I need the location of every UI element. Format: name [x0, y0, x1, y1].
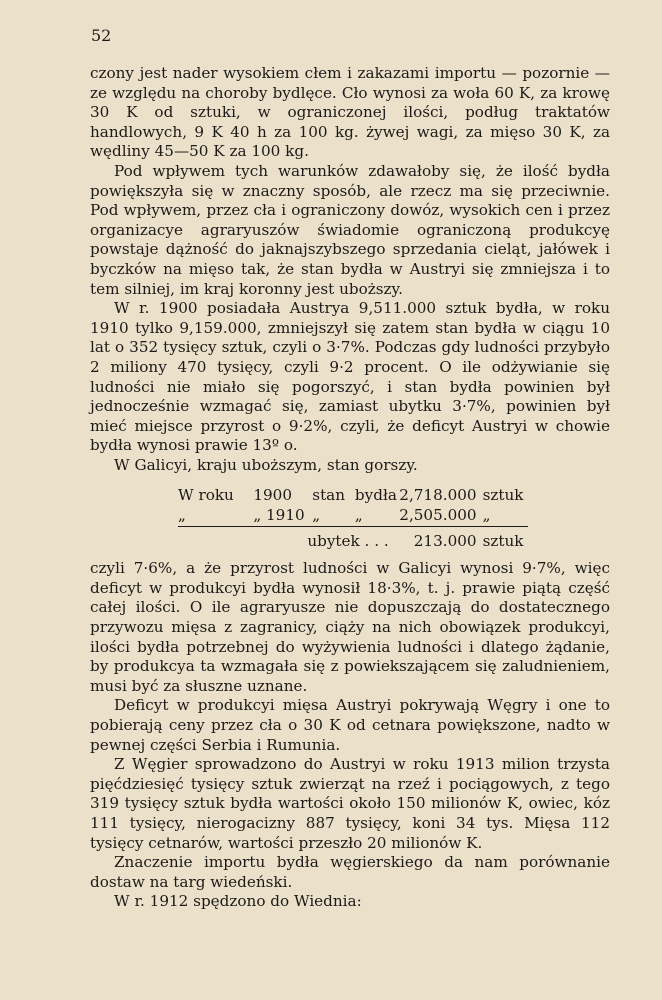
page-number: 52 — [91, 26, 112, 45]
table-cell: 2,718.000 — [399, 486, 477, 505]
total-unit: sztuk — [482, 531, 524, 550]
body-text — [90, 64, 610, 912]
paragraph-2: Pod wpływem tych warunków zdawałoby się, że ilość bydła powiększyła się w znaczny sposób, ale rzecz ma się przeciwnie. Pod wpływem, przez cła i ograniczony dowóz, wysokich cen i przez organizacye agraryuszów świadomie ograniczoną produkcyę powstaje dążność do jaknajszybszego sprzedania cieląt, jałówek i byczków na mięso tak, że stan bydła w Austryi się zmniejsza i to tem silniej, im kraj koronny jest uboższy. — [90, 161, 610, 298]
paragraph-3: W r. 1900 posiadała Austrya 9,511.000 sztuk bydła, w roku 1910 tylko 9,159.000, zmniejszył się zatem stan bydła w ciągu 10 lat o 352 tysięcy sztuk, czyli o 3·7%. Podczas gdy ludności przybyło 2 miliony 470 tysięcy, czyli 9·2 procent. O ile odżywianie się ludności nie miało się pogorszyć, i stan bydła powinien był jednocześnie wzmagać się, zamiast ubytku 3·7%, powinien był mieć miejsce przyrost o 9·2%, czyli, że deficyt Austryi w chowie bydła wynosi prawie 13º o. — [90, 299, 610, 455]
table-cell: „ — [354, 506, 363, 525]
table-total-row — [178, 530, 528, 552]
paragraph-4: W Galicyi, kraju uboższym, stan gorszy. — [114, 455, 418, 474]
total-value: 213.000 — [413, 531, 477, 550]
cattle-stats-table — [178, 486, 528, 551]
table-cell: stan — [312, 486, 346, 505]
table-row — [178, 506, 528, 526]
table-cell: 1900 — [253, 486, 292, 505]
paragraph-1: czony jest nader wysokiem cłem i zakazami importu — pozornie — ze względu na choroby bydlęce. Cło wynosi za woła 60 K, za krowę 30 K od sztuki, w ograniczonej ilości, podług traktatów handlowych, 9 K 40 h za 100 kg. żywej wagi, za mięso 30 K, za wędliny 45—50 K za 100 kg. — [90, 64, 610, 161]
table-cell: „ — [312, 506, 321, 525]
table-cell: „ — [178, 506, 186, 525]
table-row — [178, 486, 528, 506]
paragraph-5: czyli 7·6%, a że przyrost ludności w Galicyi wynosi 9·7%, więc deficyt w produkcyi bydła wynosił 18·3%, t. j. prawie piątą część całej ilości. O ile agraryusze nie dopuszczają do dostatecznego przywozu mięsa z zagranicy, ciąży na nich obowiązek produkcyi, ilości bydła potrzebnej do wyżywienia ludności i dlatego żądanie, by produkcya ta wzmagała się z powiekszającem się zaludnieniem, musi być za słuszne uznane. — [90, 559, 610, 695]
paragraph-6: Deficyt w produkcyi mięsa Austryi pokrywają Węgry i one to pobierają ceny przez cła o 30 K od cetnara powiększone, nadto w pewnej części Serbia i Rumunia. — [90, 696, 610, 754]
table-cell: 2,505.000 — [399, 506, 477, 525]
table-cell: „ — [482, 506, 491, 525]
total-label: ubytek . . . — [307, 531, 389, 550]
table-cell: bydła — [354, 486, 397, 505]
paragraph-9: W r. 1912 spędzono do Wiednia: — [114, 892, 362, 911]
table-cell: „ 1910 — [253, 506, 305, 525]
paragraph-8: Znaczenie importu bydła węgierskiego da nam porównanie dostaw na targ wiedeński. — [90, 853, 610, 891]
paragraph-7: Z Węgier sprowadzono do Austryi w roku 1913 milion trzysta pięćdziesięć tysięcy sztuk zwierząt na rzeź i pociągowych, z tego 319 tysięcy sztuk bydła wartości około 150 milionów K, owiec, kóz 111 tysięcy, nierogacizny 887 tysięcy, koni 34 tys. Mięsa 112 tysięcy cetnarów, wartości przeszło 20 milionów K. — [90, 755, 610, 852]
table-cell: W roku — [178, 486, 234, 505]
table-cell: sztuk — [482, 486, 524, 505]
